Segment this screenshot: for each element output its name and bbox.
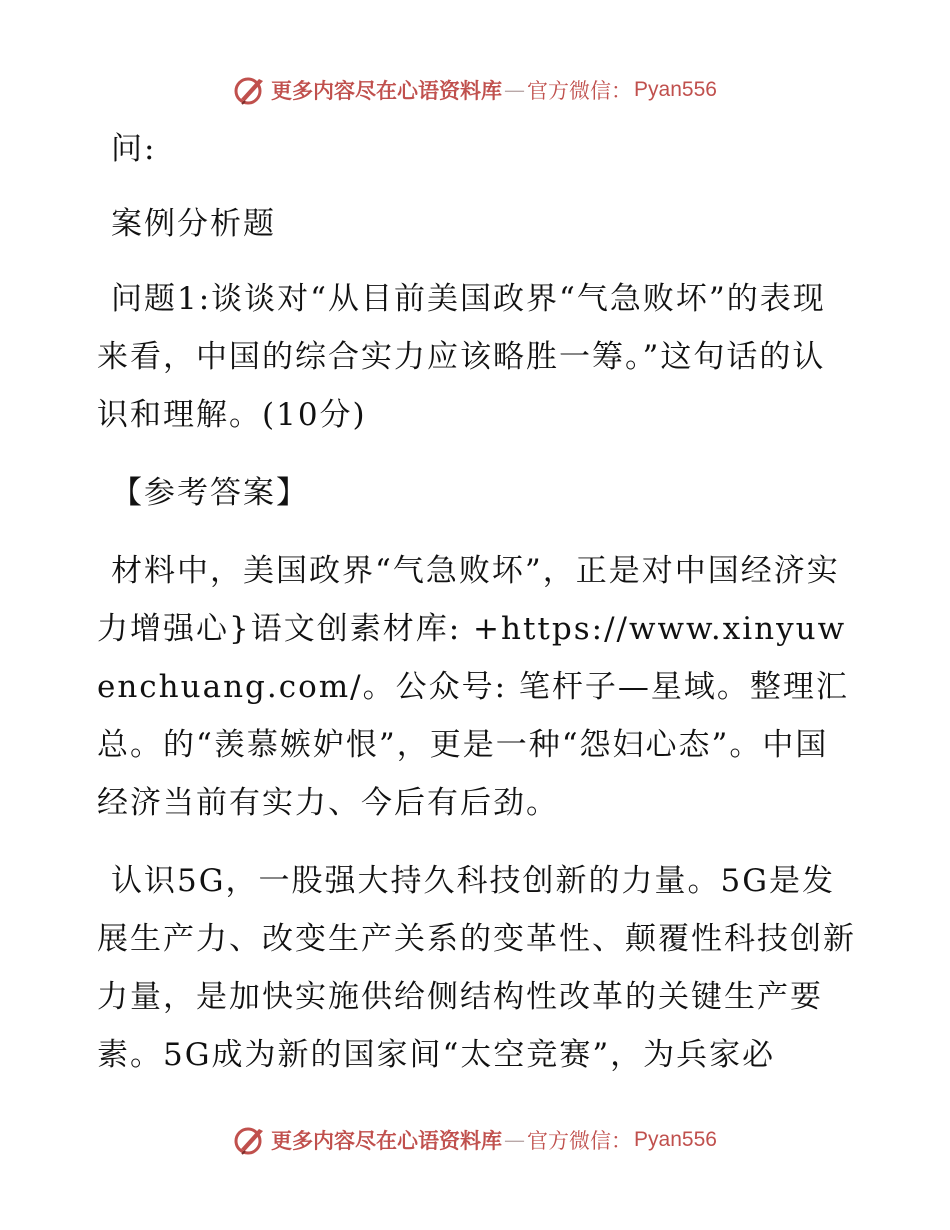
- quill-pen-logo-icon: [233, 1123, 267, 1157]
- section-title: 案例分析题: [111, 206, 276, 242]
- question-label: 问:: [111, 131, 157, 167]
- answer-paragraph-1: 材料中，美国政界“气急败坏”，正是对中国经济实力增强心}语文创素材库: +https://www.xinyuwenchuang.com/。公众号: 笔杆子—星域。整理汇总。的“羡慕嫉妒恨”，更是一种“怨妇心态”。中国经济当前有实力、今后有后劲。: [97, 553, 849, 821]
- banner-wechat-id: Pyan556: [634, 1128, 717, 1151]
- banner-wechat-label: 官方微信：: [527, 1129, 633, 1153]
- footer-watermark-banner: [0, 1120, 950, 1160]
- banner-wechat-id: Pyan556: [634, 78, 717, 101]
- banner-title: 更多内容尽在心语资料库: [271, 1128, 503, 1153]
- quill-pen-logo-icon: [233, 73, 267, 107]
- banner-separator: —: [504, 78, 526, 102]
- banner-wechat-label: 官方微信：: [527, 79, 633, 103]
- header-watermark-banner: [0, 70, 950, 110]
- answer-heading: 【参考答案】: [111, 475, 309, 511]
- banner-separator: —: [504, 1128, 526, 1152]
- document-body: [97, 120, 857, 1084]
- question-1: 问题1:谈谈对“从目前美国政界“气急败坏”的表现来看，中国的综合实力应该略胜一筹。”这句话的认识和理解。(10分): [97, 281, 826, 433]
- banner-title: 更多内容尽在心语资料库: [271, 78, 503, 103]
- answer-paragraph-2: 认识5G，一股强大持久科技创新的力量。5G是发展生产力、改变生产关系的变革性、颠覆性科技创新力量，是加快实施供给侧结构性改革的关键生产要素。5G成为新的国家间“太空竞赛”，为兵家必: [97, 863, 856, 1073]
